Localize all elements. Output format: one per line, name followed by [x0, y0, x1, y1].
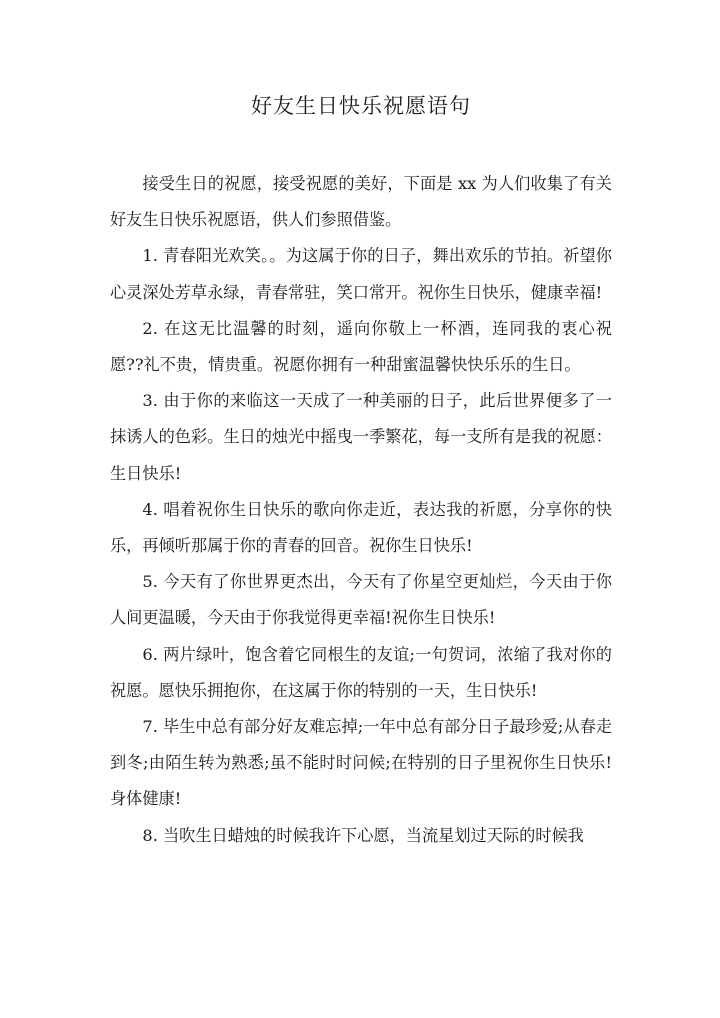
intro-paragraph: 接受生日的祝愿，接受祝愿的美好，下面是 xx 为人们收集了有关好友生日快乐祝愿语，供人们参照借鉴。 [110, 174, 612, 230]
wish-item-7: 7. 毕生中总有部分好友难忘掉;一年中总有部分日子最珍爱;从春走到冬;由陌生转为熟悉;虽不能时时问候;在特别的日子里祝你生日快乐!身体健康! [110, 717, 612, 809]
wish-item-4: 4. 唱着祝你生日快乐的歌向你走近，表达我的祈愿，分享你的快乐，再倾听那属于你的青春的回音。祝你生日快乐! [110, 499, 612, 556]
wish-item-3: 3. 由于你的来临这一天成了一种美丽的日子，此后世界便多了一抹诱人的色彩。生日的烛光中摇曳一季繁花，每一支所有是我的祝愿：生日快乐! [110, 391, 612, 483]
document-body [110, 166, 612, 854]
wish-item-1: 1. 青春阳光欢笑。。为这属于你的日子，舞出欢乐的节拍。祈望你心灵深处芳草永绿，青春常驻，笑口常开。祝你生日快乐，健康幸福! [110, 246, 612, 302]
wish-item-6: 6. 两片绿叶，饱含着它同根生的友谊;一句贺词，浓缩了我对你的祝愿。愿快乐拥抱你，在这属于你的特别的一天，生日快乐! [110, 644, 612, 700]
document-title: 好友生日快乐祝愿语句 [251, 94, 471, 118]
wish-item-5: 5. 今天有了你世界更杰出，今天有了你星空更灿烂，今天由于你人间更温暖，今天由于你我觉得更幸福!祝你生日快乐! [110, 572, 612, 628]
wish-item-2: 2. 在这无比温馨的时刻，遥向你敬上一杯酒，连同我的衷心祝愿??礼不贵，情贵重。祝愿你拥有一种甜蜜温馨快快乐乐的生日。 [110, 318, 612, 375]
wish-item-8: 8. 当吹生日蜡烛的时候我许下心愿，当流星划过天际的时候我 [142, 825, 584, 845]
